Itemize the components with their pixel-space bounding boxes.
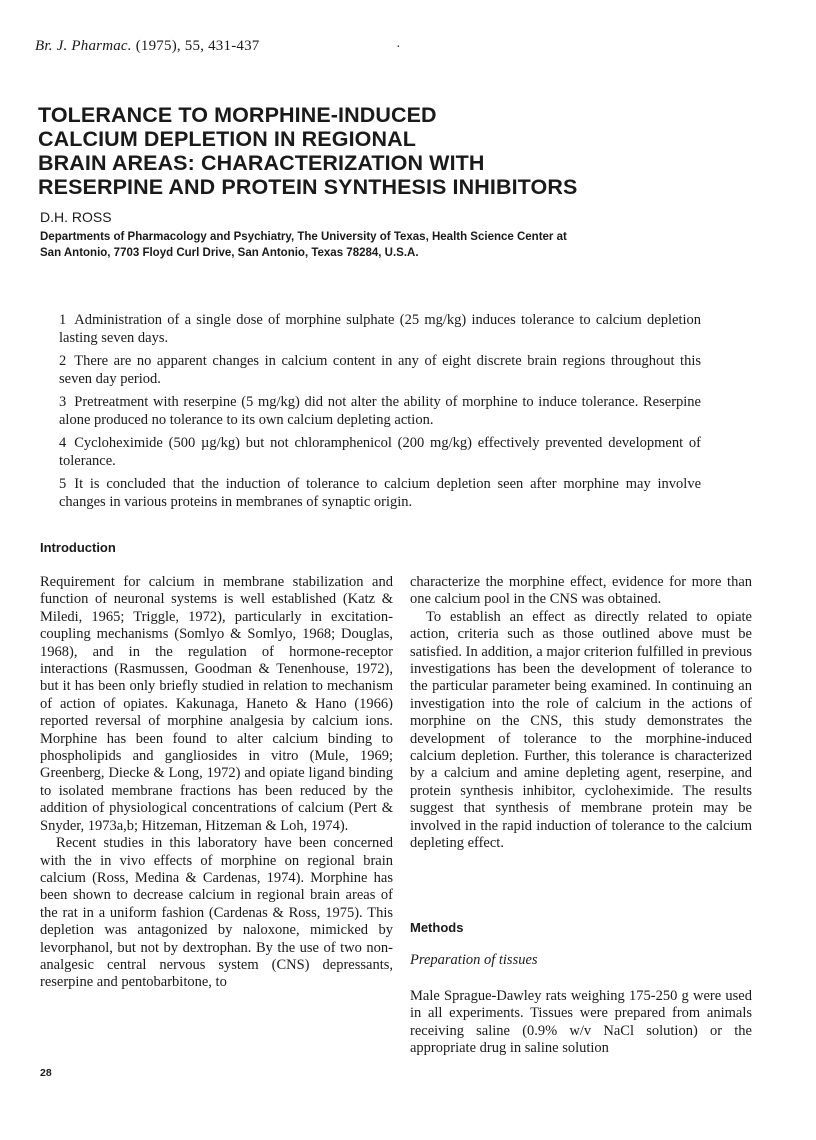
title-line-4: RESERPINE AND PROTEIN SYNTHESIS INHIBITORS [38, 175, 578, 199]
intro-paragraph-3: characterize the morphine effect, evidence for more than one calcium pool in the CNS was obtained. [410, 574, 752, 608]
author-name: D.H. ROSS [40, 209, 112, 225]
journal-name: Br. J. Pharmac. [35, 38, 132, 54]
title-line-3: BRAIN AREAS: CHARACTERIZATION WITH [38, 151, 485, 175]
abstract-number: 1 [59, 312, 67, 328]
abstract [59, 312, 701, 517]
page-number: 28 [40, 1067, 52, 1079]
methods-column [410, 988, 752, 1058]
abstract-text: There are no apparent changes in calcium content in any of eight discrete brain regions throughout this seven day period. [59, 353, 701, 387]
abstract-number: 3 [59, 394, 67, 410]
stray-dot: · [396, 40, 401, 55]
title-line-2: CALCIUM DEPLETION IN REGIONAL [38, 127, 416, 151]
abstract-number: 4 [59, 435, 67, 451]
abstract-number: 2 [59, 353, 67, 369]
abstract-text: Cycloheximide (500 µg/kg) but not chloramphenicol (200 mg/kg) effectively prevented development of tolerance. [59, 435, 701, 469]
methods-paragraph-1: Male Sprague-Dawley rats weighing 175-250 g were used in all experiments. Tissues were prepared from animals receiving saline (0.9% w/v NaCl solution) or the appropriate drug in saline solution [410, 988, 752, 1057]
abstract-point-1 [59, 312, 701, 347]
abstract-point-3 [59, 394, 701, 429]
abstract-point-2 [59, 353, 701, 388]
journal-citation [35, 38, 260, 55]
intro-paragraph-1: Requirement for calcium in membrane stabilization and function of neuronal systems is well established (Katz & Miledi, 1965; Triggle, 1972), particularly in excitation-coupling mechanisms (Somlyo & Somlyo, 1968; Douglas, 1968), and in the regulation of hormone-receptor interactions (Rasmussen, Goodman & Tenenhouse, 1972), but it has been only briefly studied in relation to mechanism of action of opiates. Kakunaga, Haneto & Hano (1966) reported reversal of morphine analgesia by calcium ions. Morphine has been found to alter calcium binding to phospholipids and gangliosides in vitro (Mule, 1969; Greenberg, Diecke & Long, 1972) and opiate ligand binding to isolated membrane fractions has been reduced by the addition of physiological concentrations of calcium (Pert & Snyder, 1973a,b; Hitzeman, Hitzeman & Loh, 1974). [40, 574, 393, 834]
abstract-text: Pretreatment with reserpine (5 mg/kg) did not alter the ability of morphine to induce tolerance. Reserpine alone produced no tolerance to its own calcium depleting action. [59, 394, 701, 428]
right-column [410, 574, 752, 853]
introduction-heading: Introduction [40, 540, 116, 555]
intro-paragraph-2: Recent studies in this laboratory have been concerned with the in vivo effects of morphine on regional brain calcium (Ross, Medina & Cardenas, 1974). Morphine has been shown to decrease calcium in regional brain areas of the rat in a uniform fashion (Cardenas & Ross, 1975). This depletion was antagonized by naloxone, mimicked by levorphanol, but not by dextrophan. By the use of two non-analgesic central nervous system (CNS) depressants, reserpine and pentobarbitone, to [40, 835, 393, 991]
title-line-1: TOLERANCE TO MORPHINE-INDUCED [38, 103, 437, 127]
methods-heading: Methods [410, 920, 464, 935]
abstract-number: 5 [59, 476, 67, 492]
abstract-point-5 [59, 476, 701, 511]
intro-paragraph-4: To establish an effect as directly related to opiate action, criteria such as those outlined above must be satisfied. In addition, a major criterion fulfilled in previous investigations has been the development of tolerance to the particular parameter being examined. In continuing an investigation into the role of calcium in the actions of morphine on the CNS, this study demonstrates the development of tolerance to the morphine-induced calcium depletion. Further, this tolerance is characterized by a calcium and amine depleting agent, reserpine, and protein synthesis inhibitor, cycloheximide. The results suggest that synthesis of membrane protein may be involved in the rapid induction of tolerance to the calcium depleting effect. [410, 608, 752, 852]
affiliation [40, 229, 760, 261]
abstract-text: It is concluded that the induction of tolerance to calcium depletion seen after morphine may involve changes in various proteins in membranes of synaptic origin. [59, 476, 701, 510]
affiliation-line-1: Departments of Pharmacology and Psychiatry, The University of Texas, Health Science Center at [40, 231, 567, 243]
left-column [40, 574, 393, 992]
affiliation-line-2: San Antonio, 7703 Floyd Curl Drive, San Antonio, Texas 78284, U.S.A. [40, 247, 419, 259]
abstract-point-4 [59, 435, 701, 470]
abstract-text: Administration of a single dose of morphine sulphate (25 mg/kg) induces tolerance to calcium depletion lasting seven days. [59, 312, 701, 346]
article-title [38, 103, 658, 199]
journal-volume: (1975), 55, 431-437 [135, 38, 260, 54]
preparation-subheading: Preparation of tissues [410, 952, 538, 968]
